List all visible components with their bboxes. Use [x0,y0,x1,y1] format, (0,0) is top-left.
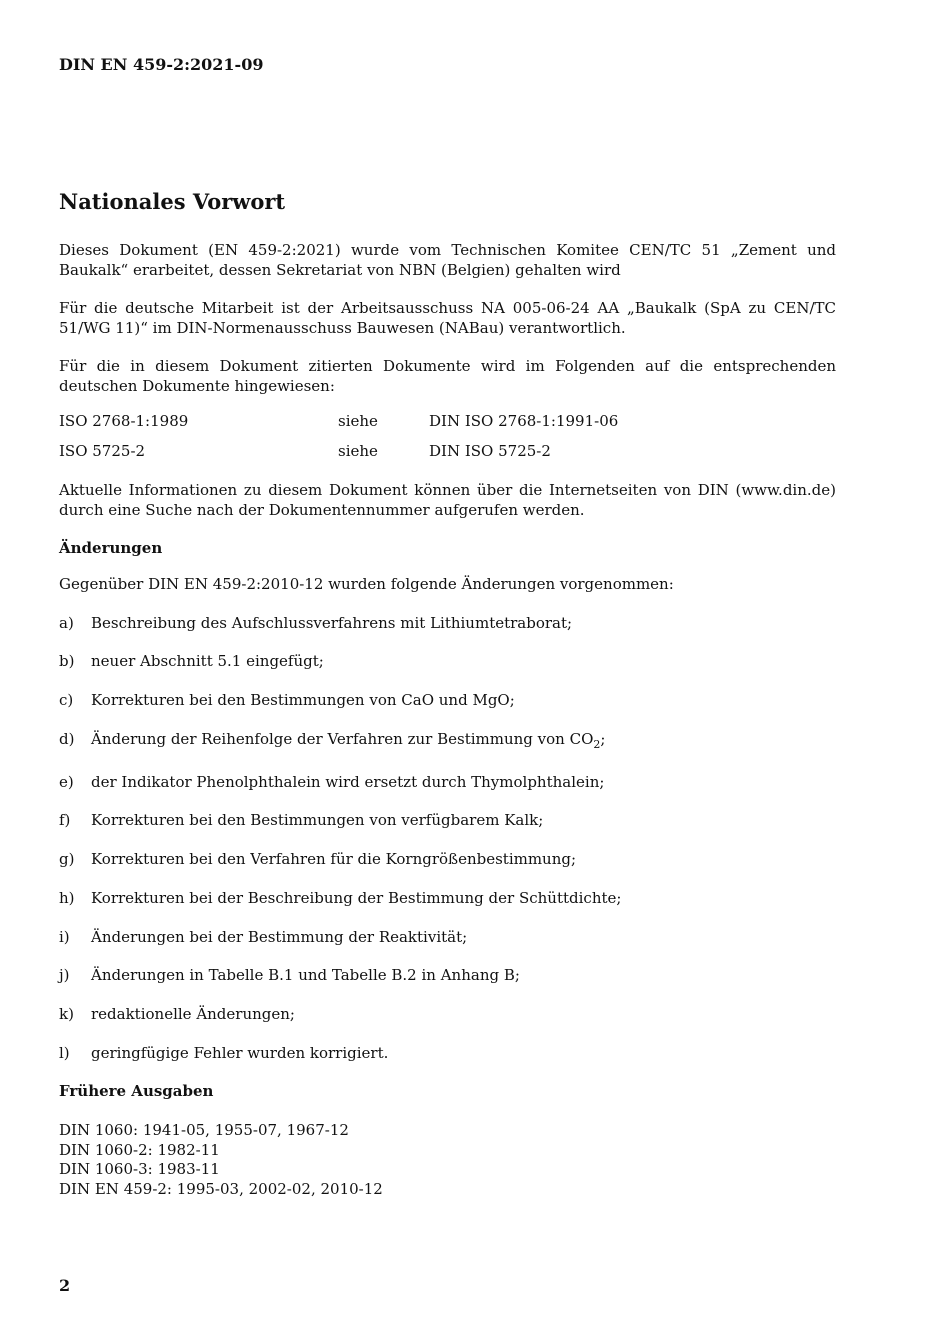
changes-intro: Gegenüber DIN EN 459-2:2010-12 wurden folgende Änderungen vorgenommen: [59,575,674,593]
reference-din: DIN ISO 5725-2 [429,442,551,460]
list-item-text: der Indikator Phenolphthalein wird ersetzt durch Thymolphthalein; [91,773,605,791]
list-item-text: Änderungen bei der Bestimmung der Reaktivität; [91,928,468,946]
list-item-text: Korrekturen bei den Verfahren für die Korngrößenbestimmung; [91,850,577,868]
list-item-label: b) [59,652,75,670]
reference-see: siehe [338,412,378,430]
list-item-text: Korrekturen bei den Bestimmungen von CaO und MgO; [91,691,515,709]
earlier-edition-line: DIN 1060-3: 1983-11 [59,1160,220,1178]
reference-doc: ISO 2768-1:1989 [59,412,189,430]
page-number: 2 [59,1276,71,1295]
earlier-edition-line: DIN 1060-2: 1982-11 [59,1140,220,1159]
reference-row [59,412,836,432]
earlier-edition-line: DIN 1060: 1941-05, 1955-07, 1967-12 [59,1121,349,1139]
paragraph-committee: Dieses Dokument (EN 459-2:2021) wurde vom Technischen Komitee CEN/TC 51 „Zement und Baukalk“ erarbeitet, dessen Sekretariat von NBN (Belgien) gehalten wird [59,241,836,279]
reference-see: siehe [338,442,378,460]
paragraph-din-info: Aktuelle Informationen zu diesem Dokument können über die Internetseiten von DIN (www.din.de) durch eine Suche nach der Dokumentennummer aufgerufen werden. [59,481,836,519]
list-item-label: f) [59,811,71,829]
reference-row [59,442,836,462]
list-item-label: g) [59,850,75,868]
list-item-text: redaktionelle Änderungen; [91,1005,295,1023]
list-item-text: Korrekturen bei den Bestimmungen von verfügbarem Kalk; [91,811,544,829]
list-item-text: Änderungen in Tabelle B.1 und Tabelle B.2 in Anhang B; [91,966,520,984]
earlier-edition-line: DIN EN 459-2: 1995-03, 2002-02, 2010-12 [59,1179,383,1198]
list-item-label: e) [59,773,74,791]
list-item-label: c) [59,691,74,709]
list-item-label: a) [59,614,74,632]
list-item-label: k) [59,1005,74,1023]
subscript: 2 [593,738,601,751]
document-id-header: DIN EN 459-2:2021-09 [59,55,264,74]
list-item-label: d) [59,730,75,748]
reference-din: DIN ISO 2768-1:1991-06 [429,412,619,430]
list-item-text: Korrekturen bei der Beschreibung der Bestimmung der Schüttdichte; [91,889,622,907]
reference-doc: ISO 5725-2 [59,442,146,460]
list-item-text: neuer Abschnitt 5.1 eingefügt; [91,652,324,670]
list-item-text: geringfügige Fehler wurden korrigiert. [91,1044,389,1062]
earlier-editions-list [59,1121,383,1199]
paragraph-references-intro: Für die in diesem Dokument zitierten Dokumente wird im Folgenden auf die entsprechenden deutschen Dokumente hingewiesen: [59,357,836,395]
section-title: Nationales Vorwort [59,189,286,214]
list-item-text: Änderung der Reihenfolge der Verfahren zur Bestimmung von $CO_2$; [91,730,606,751]
list-item-text: Beschreibung des Aufschlussverfahrens mit Lithiumtetraborat; [91,614,573,632]
list-item-label: l) [59,1044,70,1062]
paragraph-working-committee: Für die deutsche Mitarbeit ist der Arbeitsausschuss NA 005-06-24 AA „Baukalk (SpA zu CEN/TC 51/WG 11)“ im DIN-Normenausschuss Bauwesen (NABau) verantwortlich. [59,299,836,337]
changes-heading: Änderungen [59,539,163,557]
earlier-editions-heading: Frühere Ausgaben [59,1082,214,1100]
list-item-label: j) [59,966,70,984]
list-item-label: i) [59,928,70,946]
list-item-label: h) [59,889,75,907]
